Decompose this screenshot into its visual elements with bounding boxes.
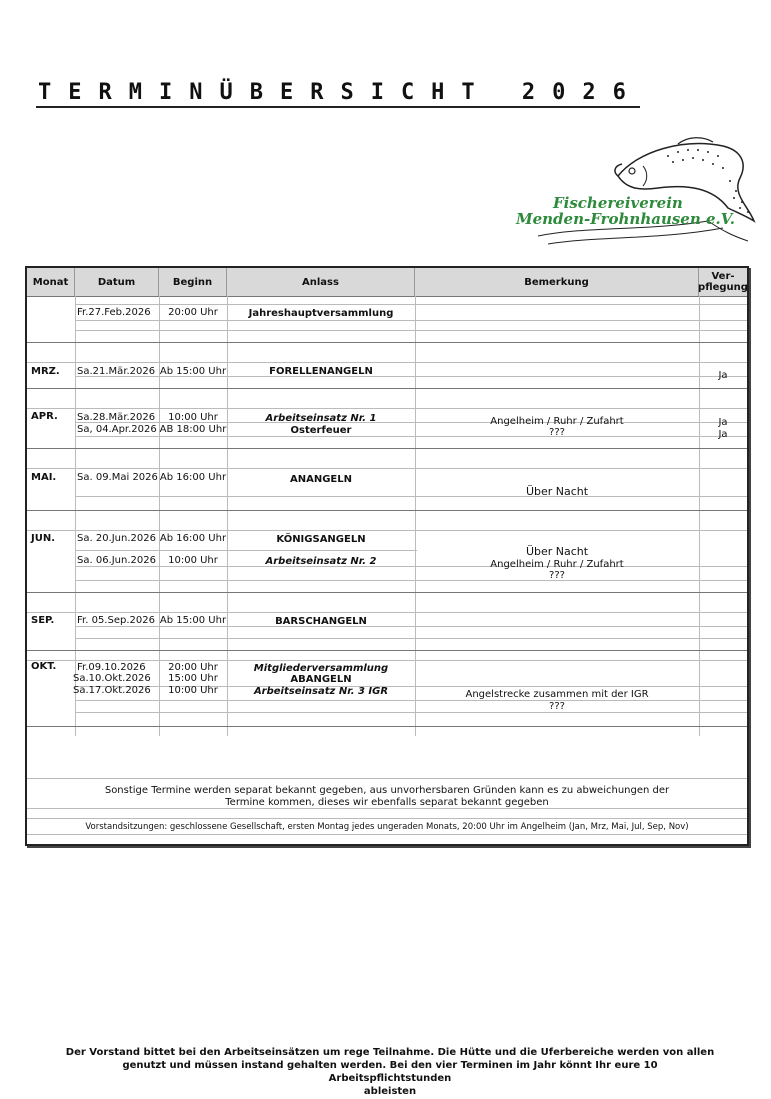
- datum-cell: Sa.28.Mär.2026: [77, 412, 156, 423]
- bemerkung-cell: Über Nacht: [525, 485, 589, 498]
- header-monat: Monat: [27, 268, 75, 296]
- logo-text-line1: Fischereiverein: [553, 194, 683, 212]
- header-anlass: Anlass: [227, 268, 415, 296]
- header-verpflegung: [699, 268, 747, 296]
- grid-line: [27, 362, 747, 363]
- grid-line: [27, 592, 747, 593]
- anlass-cell: KÖNIGSANGELN: [276, 534, 366, 545]
- beginn-cell: 10:00 Uhr: [168, 685, 218, 696]
- anlass-cell: ABANGELN: [290, 674, 352, 685]
- anlass-cell: Mitgliederversammlung: [253, 663, 389, 674]
- page-title: TERMINÜBERSICHT 2026: [38, 80, 643, 105]
- grid-line: [27, 468, 747, 469]
- grid-line: [27, 510, 747, 511]
- schedule-table: [25, 266, 749, 846]
- datum-cell: Fr.27.Feb.2026: [77, 307, 151, 318]
- footer-line2: genutzt und müssen instand gehalten werden. Bei den vier Terminen im Jahr könnt Ihr eure 10 Arbeitspflichtstunden: [122, 1060, 658, 1084]
- datum-cell: Sa. 20.Jun.2026: [77, 533, 156, 544]
- datum-cell: Sa, 04.Apr.2026: [77, 424, 157, 435]
- grid-line: [75, 638, 747, 639]
- month-label: JUN.: [31, 533, 56, 544]
- logo-text-line2: Menden-Frohnhausen e.V.: [516, 210, 735, 228]
- header-bemerkung: Bemerkung: [415, 268, 699, 296]
- datum-cell: Sa.21.Mär.2026: [77, 366, 156, 377]
- footer-line1: Der Vorstand bittet bei den Arbeitseinsätzen um rege Teilnahme. Die Hütte und die Uferbereiche werden von allen: [65, 1047, 715, 1058]
- grid-line: [27, 530, 747, 531]
- anlass-cell: Jahreshauptversammlung: [248, 308, 394, 319]
- grid-line: [75, 330, 747, 331]
- grid-line: [27, 834, 747, 835]
- grid-line: [27, 778, 747, 779]
- grid-line: [27, 660, 747, 661]
- bemerkung-cell: Angelheim / Ruhr / Zufahrt: [490, 559, 624, 570]
- beginn-cell: Ab 16:00 Uhr: [159, 533, 227, 544]
- club-logo: [508, 136, 758, 251]
- datum-cell: Fr. 05.Sep.2026: [77, 615, 155, 626]
- datum-cell: Sa. 06.Jun.2026: [77, 555, 156, 566]
- note-sonstige-line1: Sonstige Termine werden separat bekannt gegeben, aus unvorhersbaren Gründen kann es zu abweichungen der: [104, 785, 670, 796]
- month-label: APR.: [31, 411, 58, 422]
- month-label: MAI.: [31, 472, 57, 483]
- anlass-cell: Arbeitseinsatz Nr. 1: [265, 413, 377, 424]
- datum-cell: Sa.17.Okt.2026: [73, 685, 151, 696]
- bemerkung-cell: ???: [549, 427, 565, 438]
- grid-line: [27, 448, 747, 449]
- anlass-cell: BARSCHANGELN: [275, 616, 367, 627]
- verpflegung-cell: Ja: [718, 417, 728, 428]
- grid-line: [27, 726, 747, 727]
- bemerkung-cell: Über Nacht: [525, 545, 589, 558]
- note-sonstige-line2: Termine kommen, dieses wir ebenfalls separat bekannt gegeben: [225, 797, 549, 808]
- beginn-cell: Ab 15:00 Uhr: [159, 366, 227, 377]
- beginn-cell: 20:00 Uhr: [168, 307, 218, 318]
- beginn-cell: 15:00 Uhr: [168, 673, 218, 684]
- bemerkung-cell: Angelheim / Ruhr / Zufahrt: [490, 416, 624, 427]
- grid-line: [27, 388, 747, 389]
- anlass-cell: Osterfeuer: [290, 425, 352, 436]
- verpflegung-cell: Ja: [718, 370, 728, 381]
- beginn-cell: 10:00 Uhr: [168, 555, 218, 566]
- footer-note: [60, 1046, 720, 1098]
- header-verpflegung-line1: Ver-: [711, 271, 735, 282]
- bemerkung-cell: ???: [549, 570, 565, 581]
- datum-cell: Fr.09.10.2026: [77, 662, 146, 673]
- anlass-cell: ANANGELN: [290, 474, 352, 485]
- month-label: SEP.: [31, 615, 55, 626]
- grid-line: [27, 650, 747, 651]
- header-datum: Datum: [75, 268, 159, 296]
- beginn-cell: Ab 16:00 Uhr: [159, 472, 227, 483]
- anlass-cell: FORELLENANGELN: [269, 366, 373, 377]
- bemerkung-cell: Angelstrecke zusammen mit der IGR: [465, 689, 649, 700]
- bemerkung-cell: ???: [549, 701, 565, 712]
- header-beginn: Beginn: [159, 268, 227, 296]
- title-underline: [36, 106, 640, 108]
- beginn-cell: Ab 15:00 Uhr: [159, 615, 227, 626]
- verpflegung-cell: Ja: [718, 429, 728, 440]
- header-verpflegung-line2: pflegung: [698, 282, 748, 293]
- anlass-cell: Arbeitseinsatz Nr. 2: [265, 556, 377, 567]
- footer-line3: ableisten: [363, 1086, 417, 1097]
- note-vorstand: Vorstandsitzungen: geschlossene Gesellschaft, ersten Montag jedes ungeraden Monats, 20:00 Uhr im Angelheim (Jan, Mrz, Mai, Jul, Sep, Nov): [85, 822, 689, 832]
- beginn-cell: AB 18:00 Uhr: [159, 424, 227, 435]
- grid-line: [27, 818, 747, 819]
- beginn-cell: 10:00 Uhr: [168, 412, 218, 423]
- grid-line: [27, 408, 747, 409]
- grid-line: [75, 550, 417, 551]
- grid-line: [75, 320, 747, 321]
- grid-line: [27, 612, 747, 613]
- month-label: OKT.: [31, 661, 57, 672]
- beginn-cell: 20:00 Uhr: [168, 662, 218, 673]
- datum-cell: Sa.10.Okt.2026: [73, 673, 151, 684]
- anlass-cell: Arbeitseinsatz Nr. 3 IGR: [253, 686, 389, 697]
- grid-line: [75, 304, 747, 305]
- header-divider: [27, 296, 747, 297]
- datum-cell: Sa. 09.Mai 2026: [77, 472, 158, 483]
- month-label: MRZ.: [31, 366, 60, 377]
- grid-line: [27, 342, 747, 343]
